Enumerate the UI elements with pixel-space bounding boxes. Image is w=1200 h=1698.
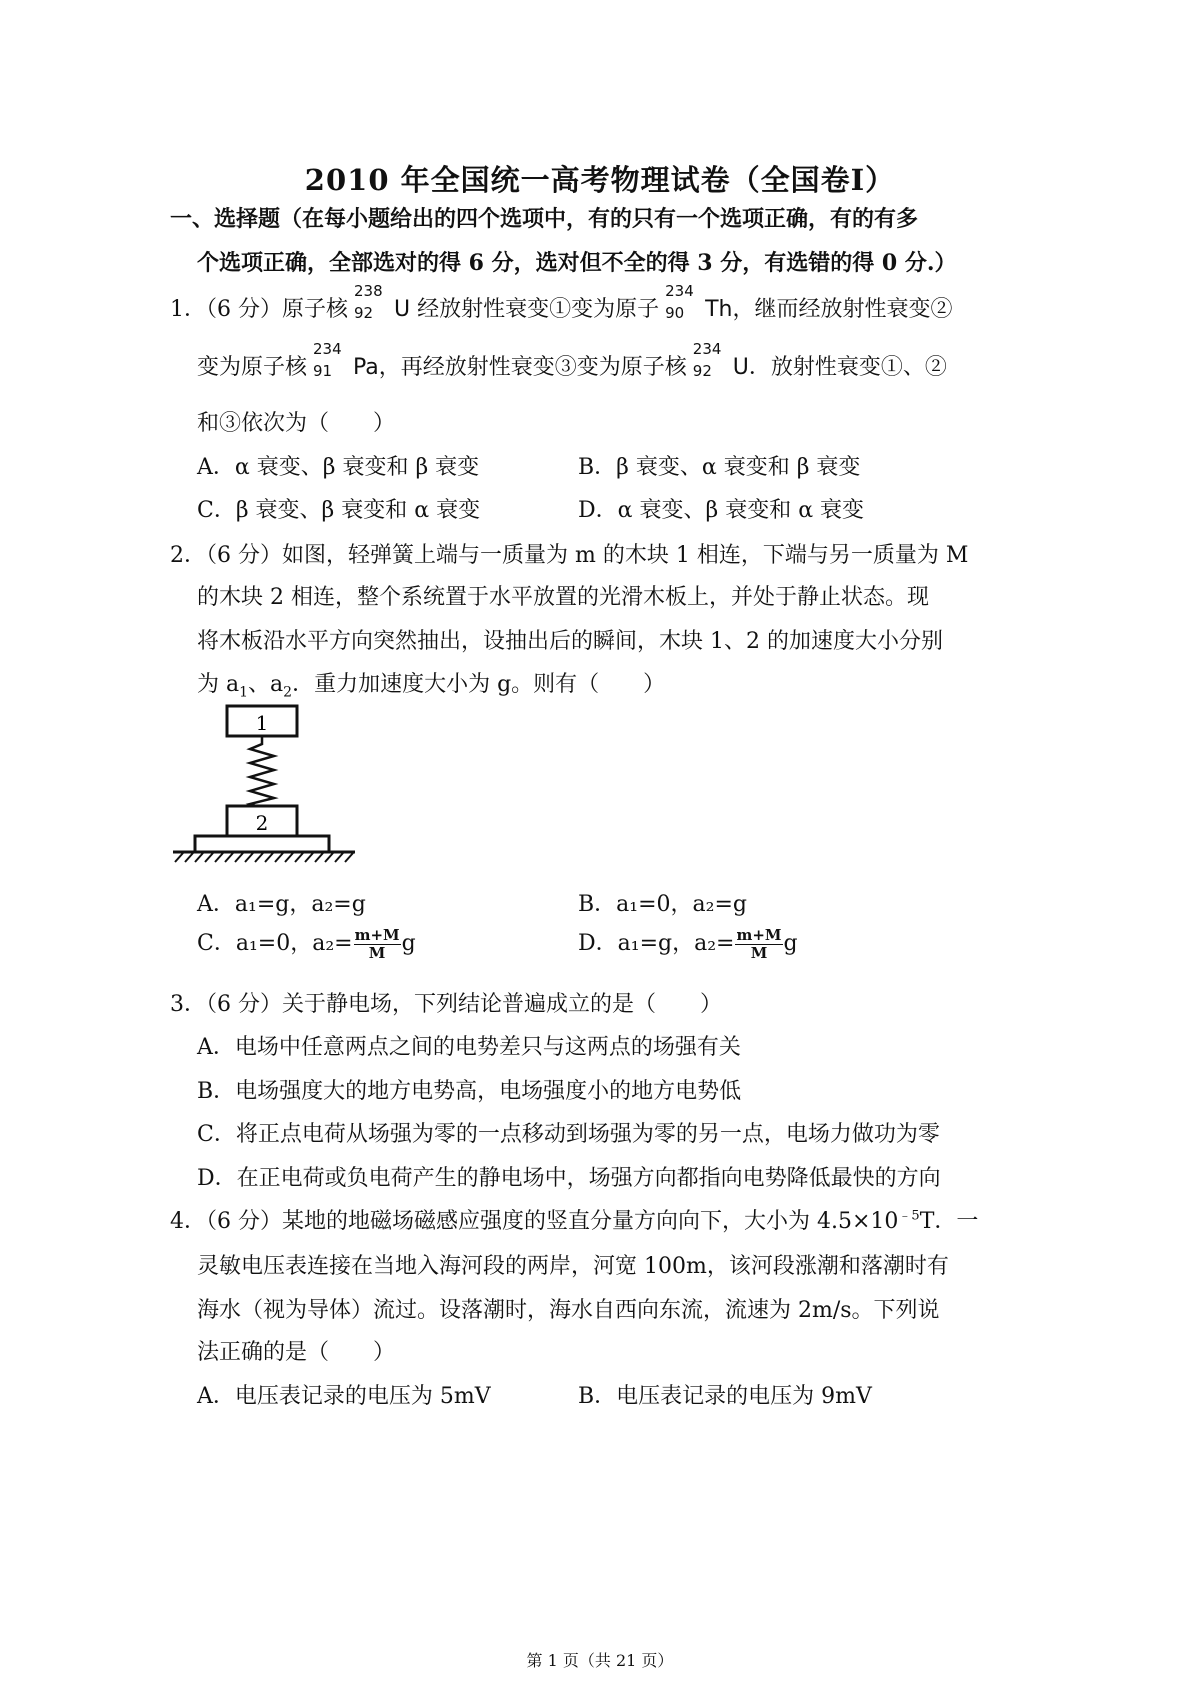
q1-line1: 1．（6 分）原子核 238 92 U 经放射性衰变①变为原子 234 90 Th，继而经放射性衰变② [170, 282, 953, 322]
q1-line2: 变为原子核 234 91 Pa，再经放射性衰变③变为原子核 234 92 U．放射性衰变①、② [197, 340, 947, 380]
nuclide-pa234: 234 91 [313, 340, 342, 380]
q2-option-c-fraction: $\frac{m+M}{M}$ [354, 925, 400, 962]
q2-line3: 将木板沿水平方向突然抽出，设抽出后的瞬间，木块 1、2 的加速度大小分别 [197, 629, 943, 654]
q3-stem: 3．（6 分）关于静电场，下列结论普遍成立的是（ ） [170, 992, 722, 1017]
q1-option-a: A．α 衰变、β 衰变和 β 衰变 [197, 455, 480, 480]
q4-line1: 4．（6 分）某地的地磁场磁感应强度的竖直分量方向向下，大小为 $4.5\times 10^{﹣5}T$．一 [170, 1208, 979, 1234]
q2-option-d: D．a₁=g，a₂= $\frac{m+M}{M}$ g [578, 925, 798, 962]
q2-line2: 的木块 2 相连，整个系统置于水平放置的光滑木板上，并处于静止状态。现 [197, 585, 929, 610]
q2-option-a: A．a₁=g，a₂=g [197, 892, 366, 917]
q4-option-b: B．电压表记录的电压为 9mV [578, 1384, 872, 1409]
q2-line1: 2．（6 分）如图，轻弹簧上端与一质量为 m 的木块 1 相连，下端与另一质量为 M [170, 543, 969, 568]
q3-option-b: B．电场强度大的地方电势高，电场强度小的地方电势低 [197, 1079, 742, 1104]
section-instructions-line2: 个选项正确，全部选对的得 6 分，选对但不全的得 3 分，有选错的得 0 分.） [197, 250, 957, 276]
spring-blocks-diagram [165, 700, 360, 870]
q3-option-c: C．将正点电荷从场强为零的一点移动到场强为零的另一点，电场力做功为零 [197, 1122, 940, 1147]
board [195, 836, 329, 852]
q2-option-c: C．a₁=0，a₂= $\frac{m+M}{M}$ g [197, 925, 416, 962]
q3-option-d: D．在正电荷或负电荷产生的静电场中，场强方向都指向电势降低最快的方向 [197, 1166, 941, 1191]
q4-line3: 海水（视为导体）流过。设落潮时，海水自西向东流，流速为 2m/s。下列说 [197, 1298, 940, 1323]
q1-option-b: B．β 衰变、α 衰变和 β 衰变 [578, 455, 861, 480]
q1-option-c: C．β 衰变、β 衰变和 α 衰变 [197, 498, 481, 523]
block-1-label: 1 [255, 711, 269, 735]
q4-line2: 灵敏电压表连接在当地入海河段的两岸，河宽 100m，该河段涨潮和落潮时有 [197, 1254, 949, 1279]
page-title: 2010 年全国统一高考物理试卷（全国卷Ⅰ） [304, 163, 896, 197]
q1-option-d: D．α 衰变、β 衰变和 α 衰变 [578, 498, 865, 523]
nuclide-u234: 234 92 [692, 340, 722, 380]
q4-line4: 法正确的是（ ） [197, 1340, 396, 1365]
nuclide-th234: 234 90 [665, 282, 694, 322]
q1-number: 1． [170, 297, 206, 322]
q1-line3: 和③依次为（ ） [197, 411, 396, 436]
ground-hatching [175, 853, 353, 862]
section-instructions-line1: 一、选择题（在每小题给出的四个选项中，有的只有一个选项正确，有的有多 [170, 206, 919, 232]
q2-option-d-fraction: $\frac{m+M}{M}$ [736, 925, 782, 962]
q4-option-a: A．电压表记录的电压为 5mV [197, 1384, 491, 1409]
nuclide-u238: 238 92 [354, 282, 383, 322]
block-2-label: 2 [255, 811, 269, 835]
q2-option-b: B．a₁=0，a₂=g [578, 892, 747, 917]
spring [250, 736, 274, 808]
q3-option-a: A．电场中任意两点之间的电势差只与这两点的场强有关 [197, 1035, 741, 1060]
q2-line4: 为 $a_1$、$a_2$．重力加速度大小为 g。则有（ ） [197, 672, 666, 701]
page-footer: 第 1 页（共 21 页） [526, 1651, 674, 1670]
